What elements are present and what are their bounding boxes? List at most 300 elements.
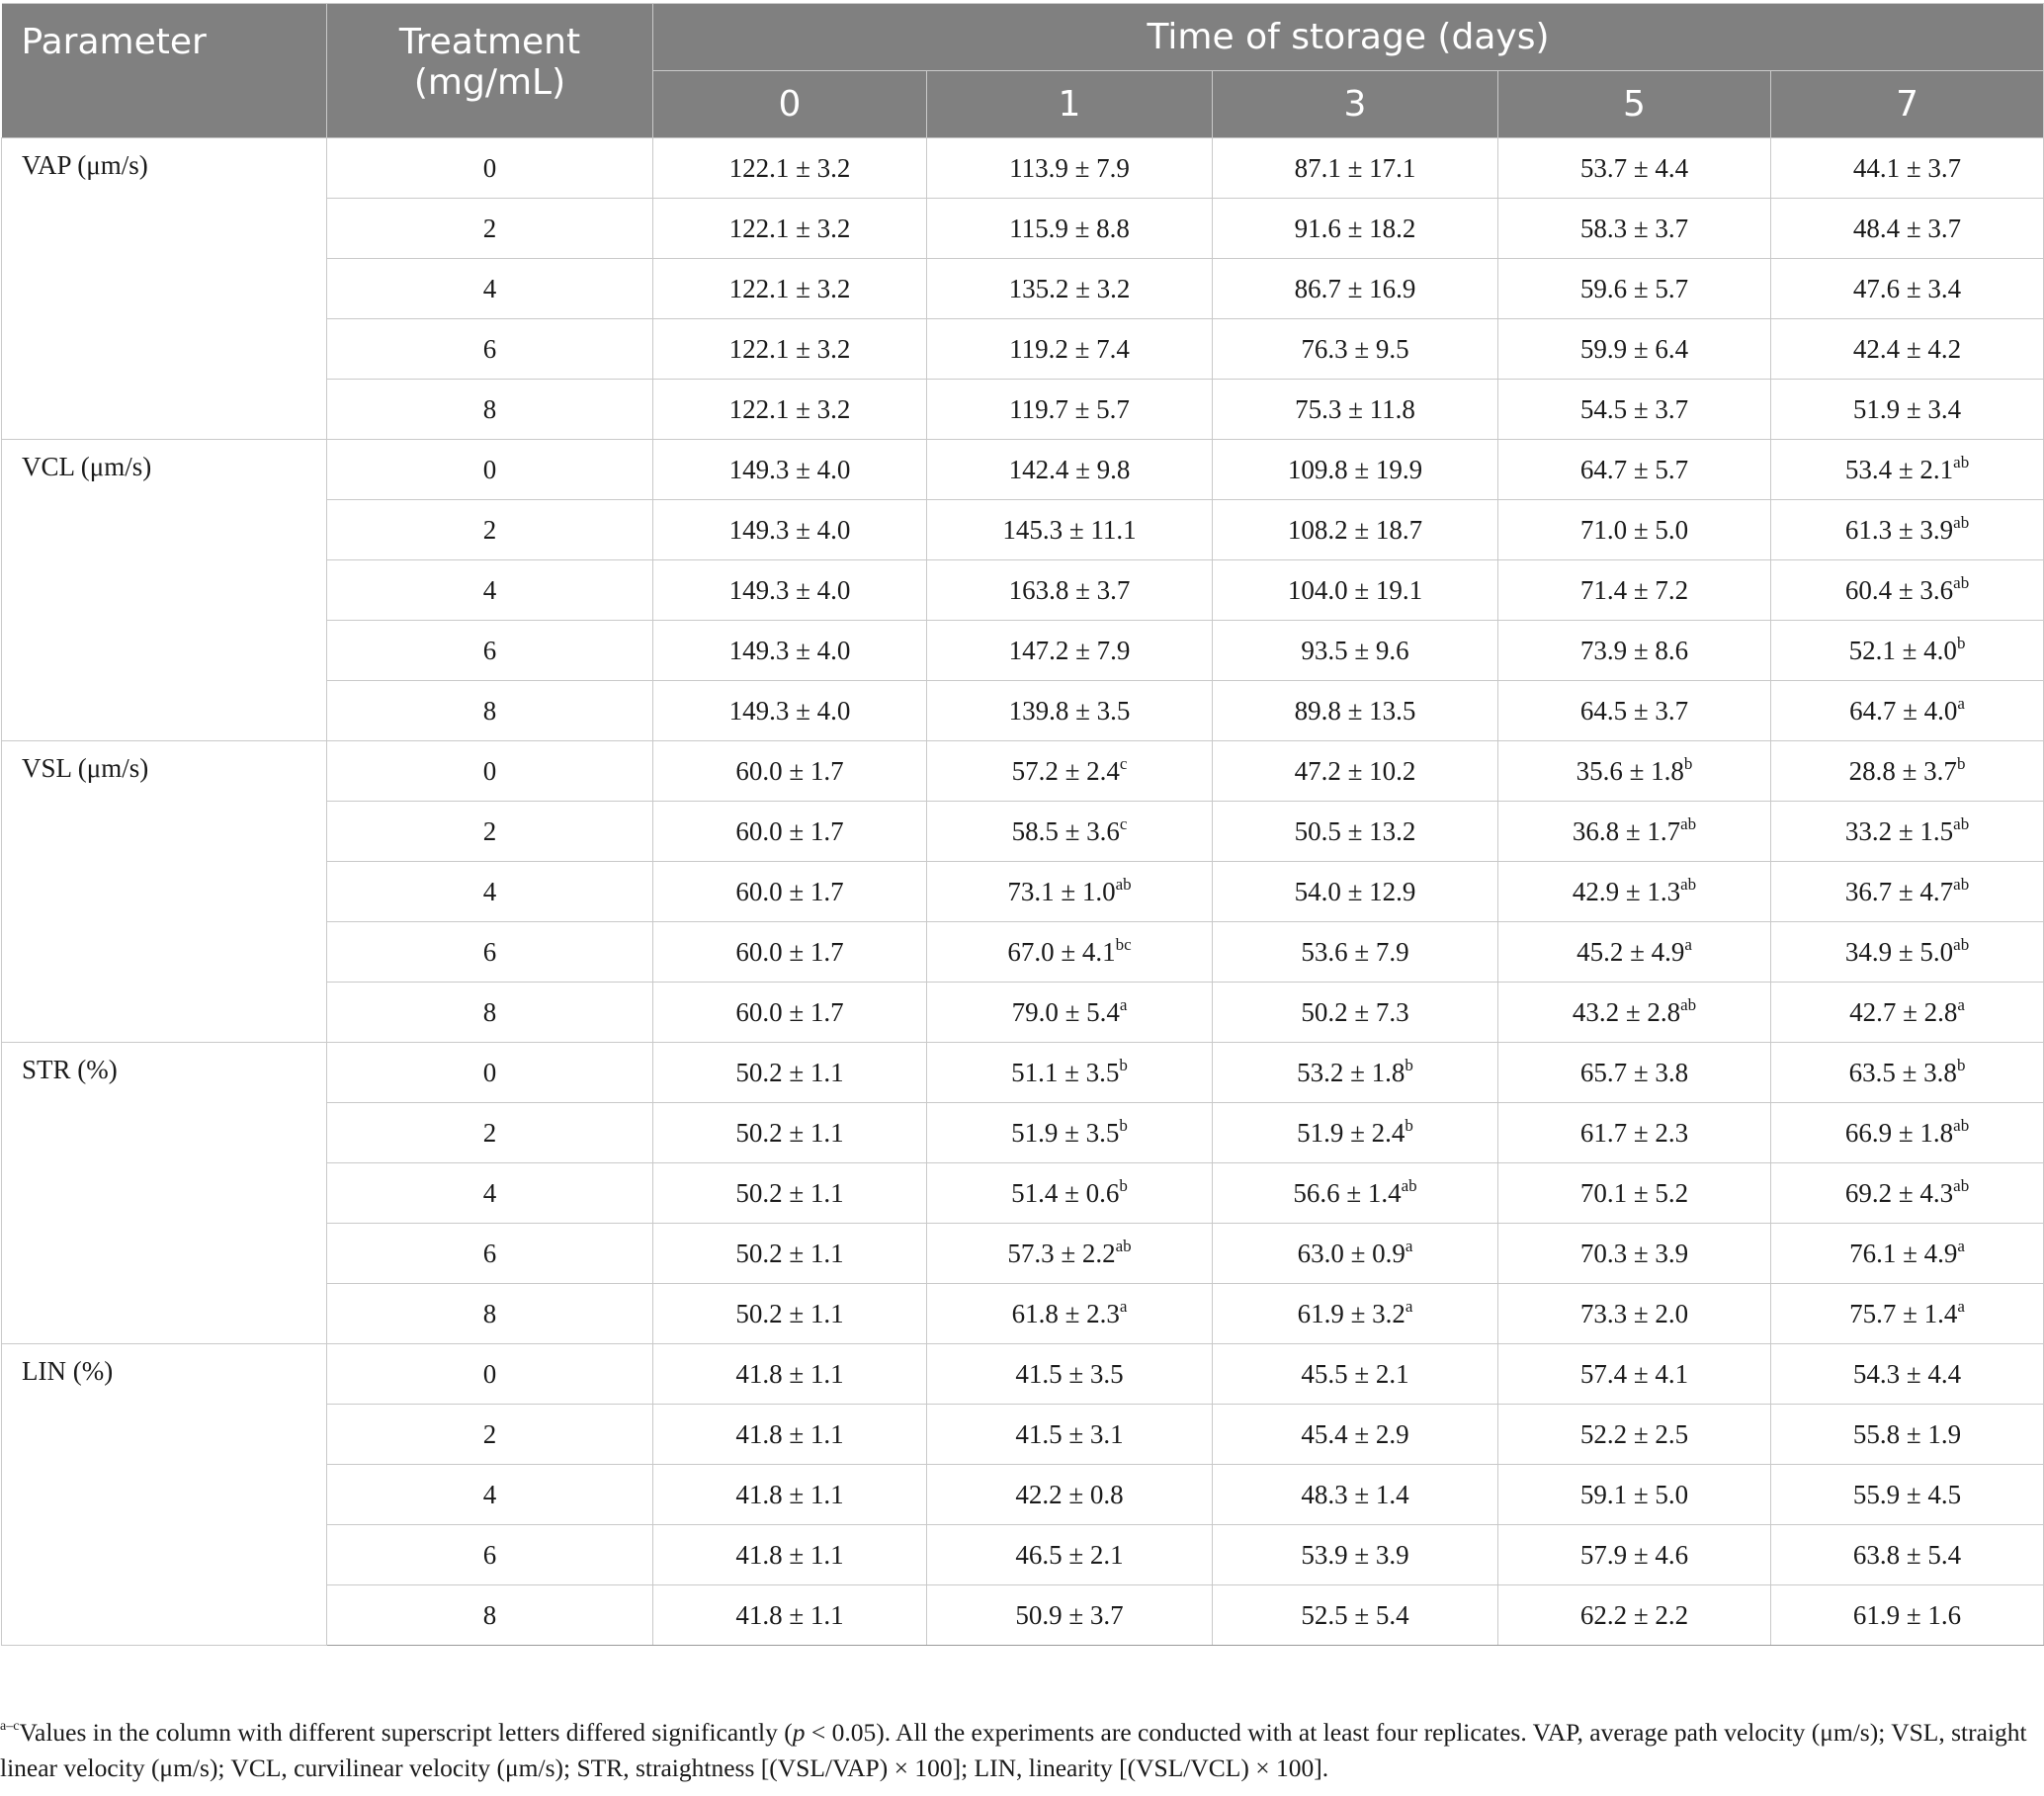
significance-superscript: c: [1119, 753, 1128, 773]
value-text: 41.5 ± 3.1: [1015, 1418, 1124, 1449]
treatment-cell: 2: [327, 1405, 653, 1465]
significance-superscript: ab: [1680, 874, 1697, 894]
value-cell: [1213, 621, 1498, 681]
parameter-label: VAP (μm/s): [2, 138, 327, 440]
value-cell: [927, 1405, 1213, 1465]
value-text: 69.2 ± 4.3: [1844, 1177, 1954, 1208]
value-text: 45.2 ± 4.9: [1576, 936, 1685, 967]
significance-superscript: ab: [1953, 512, 1970, 532]
treatment-cell: 0: [327, 138, 653, 199]
table-row: [2, 1344, 2044, 1405]
value-cell: [653, 560, 927, 621]
significance-superscript: b: [1119, 1175, 1128, 1195]
treatment-cell: 8: [327, 1284, 653, 1344]
value-cell: [1771, 621, 2044, 681]
significance-superscript: ab: [1953, 934, 1970, 954]
value-cell: [927, 560, 1213, 621]
value-text: 75.7 ± 1.4: [1849, 1298, 1958, 1328]
treatment-cell: 6: [327, 1525, 653, 1585]
value-text: 42.4 ± 4.2: [1852, 333, 1962, 364]
value-text: 87.1 ± 17.1: [1294, 152, 1416, 183]
value-cell: [1771, 138, 2044, 199]
parameter-label: VCL (μm/s): [2, 440, 327, 741]
significance-superscript: b: [1956, 1055, 1966, 1074]
value-text: 42.9 ± 1.3: [1572, 876, 1681, 906]
value-text: 119.2 ± 7.4: [1009, 333, 1130, 364]
value-text: 52.2 ± 2.5: [1579, 1418, 1689, 1449]
value-cell: [1771, 802, 2044, 862]
value-cell: [927, 1344, 1213, 1405]
value-text: 42.7 ± 2.8: [1849, 996, 1958, 1027]
value-text: 63.5 ± 3.8: [1848, 1057, 1957, 1087]
value-cell: [1771, 1224, 2044, 1284]
footnote-text-part1: Values in the column with different superscript letters differed significantly (: [19, 1718, 793, 1747]
value-text: 61.9 ± 3.2: [1297, 1298, 1405, 1328]
value-cell: [1771, 1043, 2044, 1103]
treatment-cell: 0: [327, 741, 653, 802]
value-text: 53.4 ± 2.1: [1844, 454, 1954, 484]
header-day-7: 7: [1771, 71, 2044, 138]
value-text: 54.0 ± 12.9: [1294, 876, 1416, 906]
value-text: 66.9 ± 1.8: [1844, 1117, 1954, 1148]
value-text: 57.4 ± 4.1: [1579, 1358, 1689, 1389]
value-cell: [1498, 1465, 1771, 1525]
value-text: 51.4 ± 0.6: [1011, 1177, 1120, 1208]
value-text: 47.6 ± 3.4: [1852, 273, 1962, 303]
value-text: 58.5 ± 3.6: [1011, 815, 1120, 846]
treatment-cell: 2: [327, 1103, 653, 1163]
value-text: 54.5 ± 3.7: [1579, 393, 1689, 424]
value-cell: [1213, 802, 1498, 862]
value-cell: [927, 500, 1213, 560]
value-cell: [1498, 1525, 1771, 1585]
value-text: 59.1 ± 5.0: [1579, 1479, 1689, 1509]
significance-superscript: b: [1956, 633, 1966, 652]
significance-superscript: ab: [1953, 874, 1970, 894]
value-text: 50.5 ± 13.2: [1294, 815, 1416, 846]
value-text: 147.2 ± 7.9: [1008, 635, 1131, 665]
value-cell: [1498, 319, 1771, 380]
value-text: 44.1 ± 3.7: [1852, 152, 1962, 183]
table-row: [2, 138, 2044, 199]
value-cell: [1771, 1344, 2044, 1405]
value-text: 57.2 ± 2.4: [1011, 755, 1120, 786]
significance-superscript: b: [1405, 1115, 1413, 1135]
value-cell: [1771, 1465, 2044, 1525]
value-text: 34.9 ± 5.0: [1844, 936, 1954, 967]
treatment-cell: 4: [327, 1163, 653, 1224]
treatment-cell: 4: [327, 560, 653, 621]
value-cell: [1213, 1103, 1498, 1163]
value-text: 145.3 ± 11.1: [1002, 514, 1137, 545]
header-day-5: 5: [1498, 71, 1771, 138]
significance-superscript: b: [1119, 1115, 1128, 1135]
value-text: 51.9 ± 3.5: [1011, 1117, 1120, 1148]
value-text: 139.8 ± 3.5: [1008, 695, 1131, 726]
value-text: 54.3 ± 4.4: [1852, 1358, 1962, 1389]
value-cell: [1498, 560, 1771, 621]
value-text: 122.1 ± 3.2: [728, 393, 851, 424]
value-cell: [653, 681, 927, 741]
value-text: 57.9 ± 4.6: [1579, 1539, 1689, 1570]
significance-superscript: ab: [1401, 1175, 1417, 1195]
value-cell: [1771, 199, 2044, 259]
value-text: 61.9 ± 1.6: [1852, 1599, 1962, 1630]
value-text: 62.2 ± 2.2: [1579, 1599, 1689, 1630]
value-text: 122.1 ± 3.2: [728, 213, 851, 243]
value-text: 108.2 ± 18.7: [1287, 514, 1423, 545]
value-text: 52.5 ± 5.4: [1301, 1599, 1409, 1630]
value-cell: [1213, 983, 1498, 1043]
significance-superscript: a: [1957, 994, 1965, 1014]
value-text: 79.0 ± 5.4: [1011, 996, 1120, 1027]
table-row: [2, 440, 2044, 500]
value-cell: [1771, 1585, 2044, 1646]
value-text: 65.7 ± 3.8: [1579, 1057, 1689, 1087]
value-cell: [1771, 922, 2044, 983]
value-cell: [653, 1043, 927, 1103]
value-cell: [1771, 1405, 2044, 1465]
value-text: 48.3 ± 1.4: [1301, 1479, 1409, 1509]
value-text: 86.7 ± 16.9: [1294, 273, 1416, 303]
value-cell: [1213, 1043, 1498, 1103]
value-text: 50.2 ± 1.1: [735, 1298, 844, 1328]
value-text: 51.9 ± 3.4: [1852, 393, 1962, 424]
value-text: 60.0 ± 1.7: [735, 996, 844, 1027]
significance-superscript: b: [1683, 753, 1693, 773]
value-text: 51.9 ± 2.4: [1297, 1117, 1405, 1148]
value-cell: [927, 380, 1213, 440]
treatment-cell: 8: [327, 983, 653, 1043]
header-treatment-line1: Treatment: [398, 22, 581, 62]
footnote-p-symbol: p: [792, 1718, 806, 1747]
value-cell: [653, 1465, 927, 1525]
value-cell: [653, 1585, 927, 1646]
parameter-label: STR (%): [2, 1043, 327, 1344]
value-text: 53.6 ± 7.9: [1301, 936, 1409, 967]
significance-superscript: a: [1405, 1236, 1413, 1255]
footnote-superscript: a–c: [0, 1719, 20, 1734]
treatment-cell: 4: [327, 1465, 653, 1525]
value-text: 63.0 ± 0.9: [1297, 1238, 1405, 1268]
value-text: 119.7 ± 5.7: [1009, 393, 1130, 424]
table-row: [2, 741, 2044, 802]
value-text: 149.3 ± 4.0: [728, 514, 851, 545]
value-text: 41.8 ± 1.1: [735, 1539, 844, 1570]
value-cell: [1771, 319, 2044, 380]
value-cell: [1213, 1224, 1498, 1284]
value-text: 73.1 ± 1.0: [1007, 876, 1116, 906]
significance-superscript: b: [1956, 753, 1966, 773]
treatment-cell: 8: [327, 1585, 653, 1646]
treatment-cell: 8: [327, 681, 653, 741]
value-cell: [1771, 862, 2044, 922]
value-cell: [927, 621, 1213, 681]
value-cell: [1498, 922, 1771, 983]
value-cell: [927, 983, 1213, 1043]
value-cell: [1771, 440, 2044, 500]
treatment-cell: 2: [327, 500, 653, 560]
value-cell: [653, 741, 927, 802]
value-text: 45.5 ± 2.1: [1301, 1358, 1409, 1389]
treatment-cell: 2: [327, 802, 653, 862]
value-cell: [927, 681, 1213, 741]
value-cell: [1213, 1525, 1498, 1585]
value-cell: [1498, 802, 1771, 862]
value-cell: [927, 1103, 1213, 1163]
treatment-cell: 0: [327, 440, 653, 500]
header-time-of-storage: Time of storage (days): [653, 4, 2044, 71]
value-cell: [1498, 621, 1771, 681]
value-cell: [1213, 1163, 1498, 1224]
value-text: 109.8 ± 19.9: [1287, 454, 1423, 484]
value-cell: [927, 1224, 1213, 1284]
value-cell: [1213, 138, 1498, 199]
value-text: 61.8 ± 2.3: [1011, 1298, 1120, 1328]
value-text: 57.3 ± 2.2: [1007, 1238, 1116, 1268]
value-cell: [1771, 380, 2044, 440]
value-cell: [1498, 983, 1771, 1043]
value-text: 63.8 ± 5.4: [1852, 1539, 1962, 1570]
value-text: 149.3 ± 4.0: [728, 635, 851, 665]
parameter-label: VSL (μm/s): [2, 741, 327, 1043]
value-cell: [653, 1405, 927, 1465]
value-text: 46.5 ± 2.1: [1015, 1539, 1124, 1570]
header-treatment: [327, 4, 653, 138]
value-text: 42.2 ± 0.8: [1015, 1479, 1124, 1509]
value-cell: [927, 138, 1213, 199]
value-cell: [1498, 138, 1771, 199]
value-text: 115.9 ± 8.8: [1009, 213, 1130, 243]
value-cell: [1213, 1405, 1498, 1465]
significance-superscript: bc: [1115, 934, 1132, 954]
treatment-cell: 6: [327, 1224, 653, 1284]
value-text: 60.0 ± 1.7: [735, 755, 844, 786]
treatment-cell: 4: [327, 259, 653, 319]
value-cell: [1498, 1043, 1771, 1103]
value-cell: [653, 983, 927, 1043]
value-text: 70.3 ± 3.9: [1579, 1238, 1689, 1268]
significance-superscript: b: [1119, 1055, 1128, 1074]
value-text: 91.6 ± 18.2: [1294, 213, 1416, 243]
value-text: 50.9 ± 3.7: [1015, 1599, 1124, 1630]
value-cell: [927, 1043, 1213, 1103]
value-text: 122.1 ± 3.2: [728, 273, 851, 303]
value-text: 93.5 ± 9.6: [1301, 635, 1409, 665]
value-cell: [1213, 560, 1498, 621]
value-text: 36.7 ± 4.7: [1844, 876, 1954, 906]
value-cell: [1771, 1103, 2044, 1163]
value-cell: [927, 862, 1213, 922]
value-cell: [1771, 259, 2044, 319]
value-cell: [1771, 1284, 2044, 1344]
value-cell: [927, 1525, 1213, 1585]
value-cell: [653, 621, 927, 681]
value-text: 60.0 ± 1.7: [735, 876, 844, 906]
value-cell: [1213, 199, 1498, 259]
value-cell: [927, 259, 1213, 319]
value-cell: [653, 1103, 927, 1163]
value-text: 71.0 ± 5.0: [1579, 514, 1689, 545]
value-text: 89.8 ± 13.5: [1294, 695, 1416, 726]
value-text: 67.0 ± 4.1: [1007, 936, 1116, 967]
value-cell: [1771, 1163, 2044, 1224]
value-text: 53.9 ± 3.9: [1301, 1539, 1409, 1570]
value-cell: [927, 922, 1213, 983]
value-text: 64.7 ± 4.0: [1849, 695, 1958, 726]
value-text: 28.8 ± 3.7: [1848, 755, 1957, 786]
value-cell: [1498, 199, 1771, 259]
value-cell: [1213, 741, 1498, 802]
value-text: 60.4 ± 3.6: [1844, 574, 1954, 605]
treatment-cell: 6: [327, 319, 653, 380]
value-text: 52.1 ± 4.0: [1848, 635, 1957, 665]
treatment-cell: 6: [327, 621, 653, 681]
value-cell: [1498, 1224, 1771, 1284]
treatment-cell: 0: [327, 1043, 653, 1103]
header-day-0: 0: [653, 71, 927, 138]
significance-superscript: c: [1119, 813, 1128, 833]
treatment-cell: 8: [327, 380, 653, 440]
significance-superscript: ab: [1953, 1175, 1970, 1195]
value-text: 41.8 ± 1.1: [735, 1418, 844, 1449]
value-text: 58.3 ± 3.7: [1579, 213, 1689, 243]
value-text: 104.0 ± 19.1: [1287, 574, 1423, 605]
table-row: [2, 1043, 2044, 1103]
value-cell: [1498, 1344, 1771, 1405]
value-text: 45.4 ± 2.9: [1301, 1418, 1409, 1449]
value-cell: [1213, 681, 1498, 741]
value-text: 33.2 ± 1.5: [1844, 815, 1954, 846]
parameter-label: LIN (%): [2, 1344, 327, 1646]
significance-superscript: ab: [1953, 572, 1970, 592]
value-text: 76.3 ± 9.5: [1301, 333, 1409, 364]
table-footnote: [0, 1715, 2036, 1786]
value-text: 50.2 ± 1.1: [735, 1117, 844, 1148]
value-text: 50.2 ± 1.1: [735, 1057, 844, 1087]
value-text: 71.4 ± 7.2: [1579, 574, 1689, 605]
value-text: 60.0 ± 1.7: [735, 936, 844, 967]
value-cell: [927, 1465, 1213, 1525]
value-cell: [653, 1163, 927, 1224]
value-text: 149.3 ± 4.0: [728, 574, 851, 605]
significance-superscript: ab: [1953, 813, 1970, 833]
value-text: 50.2 ± 7.3: [1301, 996, 1409, 1027]
value-cell: [1213, 1284, 1498, 1344]
value-text: 53.7 ± 4.4: [1579, 152, 1689, 183]
value-text: 64.5 ± 3.7: [1579, 695, 1689, 726]
value-text: 61.7 ± 2.3: [1579, 1117, 1689, 1148]
value-cell: [1213, 380, 1498, 440]
value-text: 76.1 ± 4.9: [1849, 1238, 1958, 1268]
value-cell: [927, 1284, 1213, 1344]
value-cell: [1213, 862, 1498, 922]
value-text: 122.1 ± 3.2: [728, 152, 851, 183]
value-cell: [1498, 259, 1771, 319]
footnote-text-part2: < 0.05). All the experiments are conducted with at least four replicates. VAP, average path velocity (μm/s); VSL, straight linear velocity (μm/s); VCL, curvilinear velocity (μm/s); STR, straightness [(VSL/VAP) × 100]; LIN, linearity [(VSL/VCL) × 100].: [0, 1718, 2027, 1782]
value-cell: [653, 259, 927, 319]
data-table: [1, 3, 2044, 1646]
significance-superscript: ab: [1115, 874, 1132, 894]
value-text: 73.3 ± 2.0: [1579, 1298, 1689, 1328]
table-body: [2, 138, 2044, 1646]
value-text: 48.4 ± 3.7: [1852, 213, 1962, 243]
significance-superscript: a: [1957, 1236, 1965, 1255]
value-cell: [927, 741, 1213, 802]
value-text: 59.6 ± 5.7: [1579, 273, 1689, 303]
value-cell: [1771, 560, 2044, 621]
value-cell: [653, 380, 927, 440]
value-cell: [1498, 440, 1771, 500]
value-cell: [653, 199, 927, 259]
significance-superscript: a: [1119, 994, 1128, 1014]
value-text: 135.2 ± 3.2: [1008, 273, 1131, 303]
treatment-cell: 4: [327, 862, 653, 922]
header-day-3: 3: [1213, 71, 1498, 138]
significance-superscript: a: [1119, 1296, 1128, 1316]
value-cell: [653, 922, 927, 983]
value-cell: [1771, 681, 2044, 741]
value-text: 55.9 ± 4.5: [1852, 1479, 1962, 1509]
value-text: 70.1 ± 5.2: [1579, 1177, 1689, 1208]
value-cell: [1213, 1585, 1498, 1646]
value-text: 36.8 ± 1.7: [1572, 815, 1681, 846]
value-cell: [1213, 259, 1498, 319]
value-text: 149.3 ± 4.0: [728, 695, 851, 726]
value-cell: [1771, 741, 2044, 802]
value-cell: [653, 1284, 927, 1344]
significance-superscript: b: [1405, 1055, 1413, 1074]
value-cell: [1771, 983, 2044, 1043]
value-cell: [1213, 440, 1498, 500]
significance-superscript: ab: [1953, 452, 1970, 471]
value-text: 113.9 ± 7.9: [1009, 152, 1130, 183]
significance-superscript: ab: [1953, 1115, 1970, 1135]
value-cell: [653, 319, 927, 380]
value-cell: [653, 802, 927, 862]
value-cell: [1498, 1405, 1771, 1465]
value-text: 64.7 ± 5.7: [1579, 454, 1689, 484]
value-cell: [653, 138, 927, 199]
value-cell: [1498, 681, 1771, 741]
value-text: 55.8 ± 1.9: [1852, 1418, 1962, 1449]
value-cell: [653, 500, 927, 560]
header-parameter: Parameter: [2, 4, 327, 138]
value-text: 149.3 ± 4.0: [728, 454, 851, 484]
value-text: 56.6 ± 1.4: [1293, 1177, 1402, 1208]
header-treatment-unit: (mg/mL): [413, 62, 566, 104]
value-text: 60.0 ± 1.7: [735, 815, 844, 846]
value-cell: [1498, 380, 1771, 440]
value-text: 142.4 ± 9.8: [1008, 454, 1131, 484]
value-text: 122.1 ± 3.2: [728, 333, 851, 364]
value-text: 41.5 ± 3.5: [1015, 1358, 1124, 1389]
value-cell: [1213, 500, 1498, 560]
value-text: 41.8 ± 1.1: [735, 1479, 844, 1509]
significance-superscript: ab: [1680, 813, 1697, 833]
value-text: 59.9 ± 6.4: [1579, 333, 1689, 364]
value-cell: [1498, 741, 1771, 802]
value-text: 61.3 ± 3.9: [1844, 514, 1954, 545]
treatment-cell: 0: [327, 1344, 653, 1405]
value-cell: [1213, 1465, 1498, 1525]
value-cell: [1498, 1163, 1771, 1224]
value-cell: [653, 862, 927, 922]
value-cell: [927, 1585, 1213, 1646]
treatment-cell: 6: [327, 922, 653, 983]
table-header: [2, 4, 2044, 138]
significance-superscript: a: [1684, 934, 1692, 954]
